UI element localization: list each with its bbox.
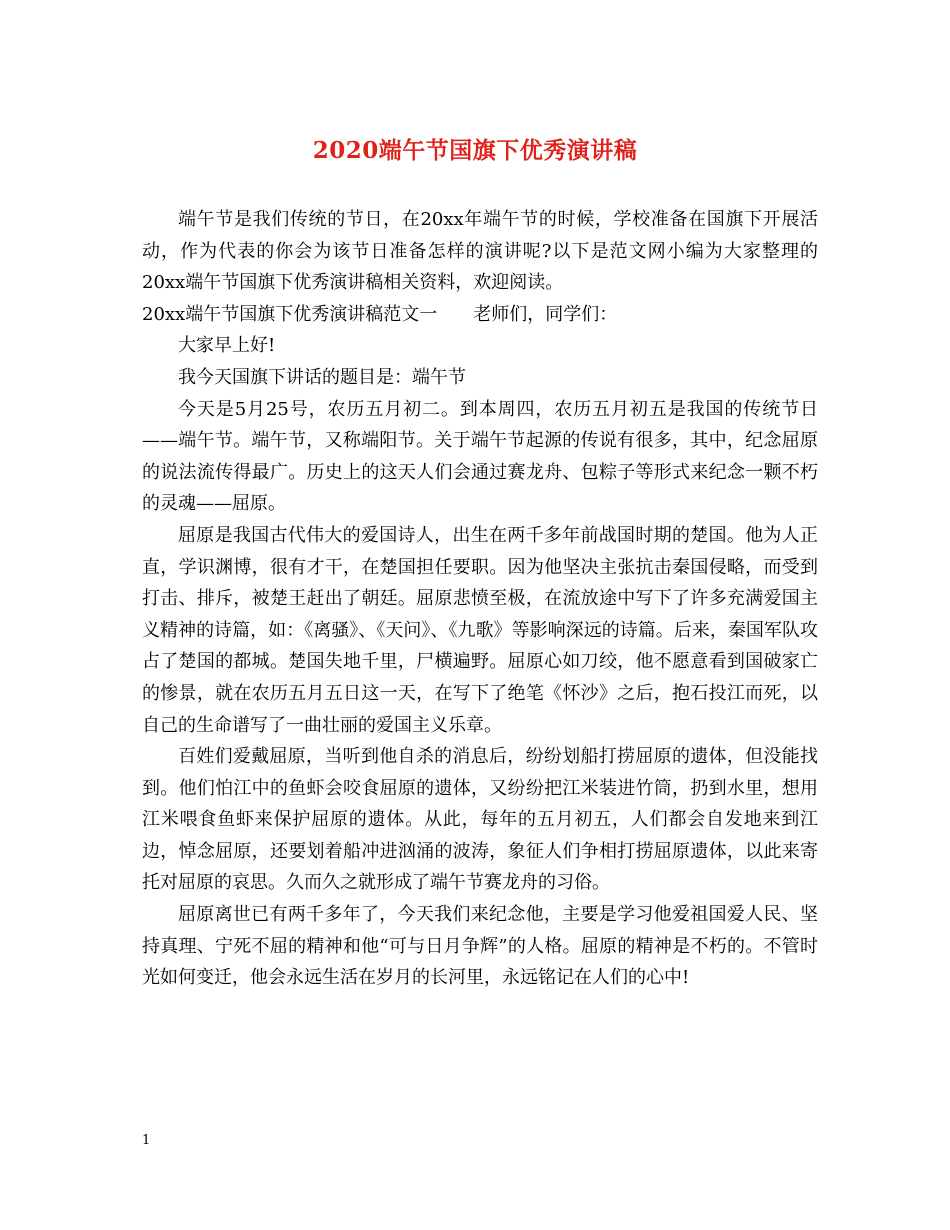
paragraph-intro: 端午节是我们传统的节日，在20xx年端午节的时候，学校准备在国旗下开展活动，作为代表的你会为该节日准备怎样的演讲呢?以下是范文网小编为大家整理的20xx端午节国旗下优秀演讲稿相关资料，欢迎阅读。 (142, 209, 818, 294)
page-number: 1 (142, 1133, 151, 1148)
paragraph-date: 今天是5月25号，农历五月初二。到本周四，农历五月初五是我国的传统节日——端午节。端午节，又称端阳节。关于端午节起源的传说有很多，其中，纪念屈原的说法流传得最广。历史上的这天人们会通过赛龙舟、包粽子等形式来纪念一颗不朽的灵魂——屈原。 (142, 398, 818, 515)
paragraph-heading: 20xx端午节国旗下优秀演讲稿范文一 老师们，同学们： (142, 303, 618, 325)
paragraph-quyuan: 屈原是我国古代伟大的爱国诗人，出生在两千多年前战国时期的楚国。他为人正直，学识渊博，很有才干，在楚国担任要职。因为他坚决主张抗击秦国侵略，而受到打击、排斥，被楚王赶出了朝廷。屈原悲愤至极，在流放途中写下了许多充满爱国主义精神的诗篇，如：《离骚》、《天问》、《九歌》等影响深远的诗篇。后来，秦国军队攻占了楚国的都城。楚国失地千里，尸横遍野。屈原心如刀绞，他不愿意看到国破家亡的惨景，就在农历五月五日这一天，在写下了绝笔《怀沙》之后，抱石投江而死，以自己的生命谱写了一曲壮丽的爱国主义乐章。 (142, 524, 818, 736)
paragraph-people: 百姓们爱戴屈原，当听到他自杀的消息后，纷纷划船打捞屈原的遗体，但没能找到。他们怕江中的鱼虾会咬食屈原的遗体，又纷纷把江米装进竹筒，扔到水里，想用江米喂食鱼虾来保护屈原的遗体。从此，每年的五月初五，人们都会自发地来到江边，悼念屈原，还要划着船冲进汹涌的波涛，象征人们争相打捞屈原遗体，以此来寄托对屈原的哀思。久而久之就形成了端午节赛龙舟的习俗。 (142, 746, 818, 894)
document-title: 2020端午节国旗下优秀演讲稿 (312, 137, 638, 164)
paragraph-topic: 我今天国旗下讲话的题目是：端午节 (178, 366, 466, 388)
document-body (142, 204, 818, 994)
paragraph-greeting: 大家早上好! (178, 335, 276, 357)
paragraph-spirit: 屈原离世已有两千多年了，今天我们来纪念他，主要是学习他爱祖国爱人民、坚持真理、宁死不屈的精神和他“可与日月争辉”的人格。屈原的精神是不朽的。不管时光如何变迁，他会永远生活在岁月的长河里，永远铭记在人们的心中! (142, 904, 818, 989)
